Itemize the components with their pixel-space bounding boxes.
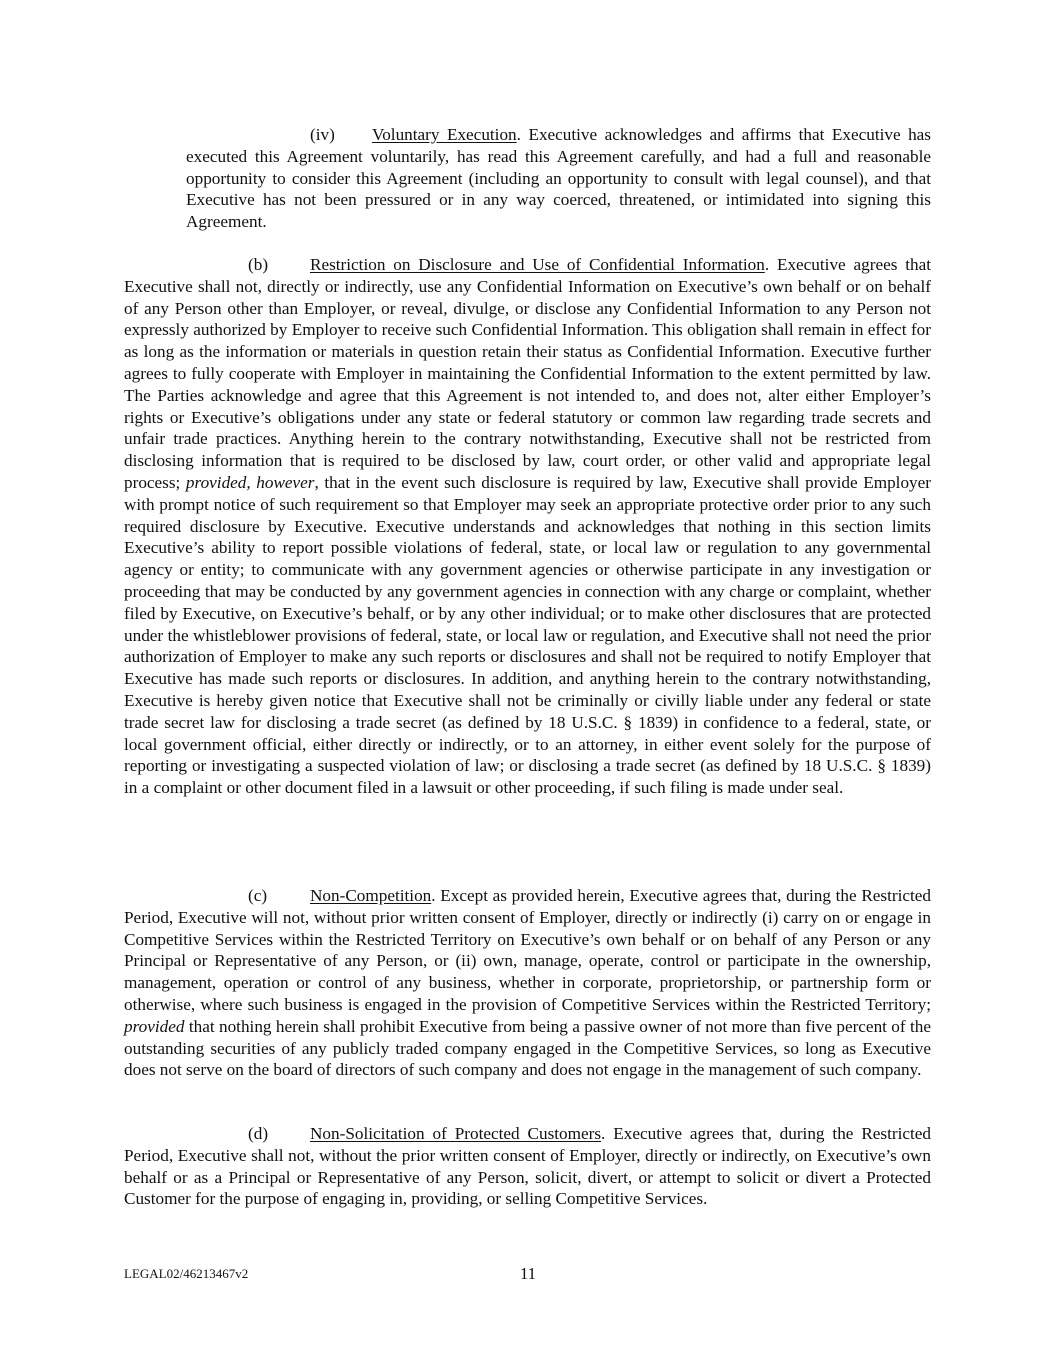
section-iv-text: . Executive acknowledges and affirms that Executive has executed this Agreement voluntarily, has read this Agreement carefully, and had a full and reasonable opportunity to consider this Agreement (including an opportunity to consult with legal counsel), and that Executive has not been pressured or in any way coerced, threatened, or intimidated into signing this Agreement. bbox=[186, 125, 931, 232]
section-b-heading: Restriction on Disclosure and Use of Confidential Information bbox=[310, 255, 765, 274]
footer-doc-id: LEGAL02/46213467v2 bbox=[124, 1266, 249, 1281]
section-d-text: . Executive agrees that, during the Restricted Period, Executive shall not, without the prior written consent of Employer, directly or indirectly, on Executive’s own behalf or as a Principal or Representative of any Person, solicit, divert, or attempt to solicit or divert a Protected Customer for the purpose of engaging in, providing, or selling Competitive Services. bbox=[124, 1124, 932, 1209]
section-c-text-2: that nothing herein shall prohibit Executive from being a passive owner of not more than five percent of the outstanding securities of any publicly traded company engaged in the Competitive Services, so long as Executive does not serve on the board of directors of such company and does not engage in the management of such company. bbox=[124, 1016, 931, 1080]
section-b-number: (b) bbox=[248, 255, 269, 274]
section-b-paragraph bbox=[124, 254, 931, 799]
section-iv-number: (iv) bbox=[310, 125, 335, 144]
section-c-number: (c) bbox=[248, 886, 268, 905]
section-c-italic: provided bbox=[124, 1016, 185, 1036]
page-number: 11 bbox=[519, 1264, 537, 1283]
section-d-paragraph bbox=[124, 1123, 931, 1210]
section-c-paragraph bbox=[124, 885, 931, 1081]
section-c-text-1: . Except as provided herein, Executive agrees that, during the Restricted Period, Executive will not, without prior written consent of Employer, directly or indirectly (i) carry on or engage in Competitive Services within the Restricted Territory on Executive’s own behalf or on behalf of any Person or any Principal or Representative of any Person, or (ii) own, manage, operate, control or participate in the ownership, management, operation or control of any business, whether in corporate, proprietorship, or partnership form or otherwise, where such business is engaged in the provision of Competitive Services within the Restricted Territory; bbox=[124, 886, 931, 1014]
section-iv-heading: Voluntary Execution bbox=[372, 125, 517, 144]
section-c-heading: Non-Competition bbox=[310, 886, 432, 905]
section-b-italic: provided, however bbox=[185, 472, 315, 492]
section-d-heading: Non-Solicitation of Protected Customers bbox=[310, 1124, 602, 1143]
section-b-text-2: , that in the event such disclosure is required by law, Executive shall provide Employer with prompt notice of such requirement so that Employer may seek an appropriate protective order prior to any such required disclosure by Executive. Executive understands and acknowledges that nothing in this section limits Executive’s ability to report possible violations of federal, state, or local law or regulation to any governmental agency or entity; to communicate with any government agencies or otherwise participate in any investigation or proceeding that may be conducted by any government agencies in connection with any charge or complaint, whether filed by Executive, on Executive’s behalf, or by any other individual; or to make other disclosures that are protected under the whistleblower provisions of federal, state, or local law or regulation, and Executive shall not need the prior authorization of Employer to make any such reports or disclosures and shall not be required to notify Employer that Executive has made such reports or disclosures. In addition, and anything herein to the contrary notwithstanding, Executive is hereby given notice that Executive shall not be criminally or civilly liable under any federal or state trade secret law for disclosing a trade secret (as defined by 18 U.S.C. § 1839) in confidence to a federal, state, or local government official, either directly or indirectly, or to an attorney, in either event solely for the purpose of reporting or investigating a suspected violation of law; or disclosing a trade secret (as defined by 18 U.S.C. § 1839) in a complaint or other document filed in a lawsuit or other proceeding, if such filing is made under seal. bbox=[124, 472, 932, 798]
section-iv-paragraph bbox=[186, 124, 931, 233]
section-b-text-1: . Executive agrees that Executive shall not, directly or indirectly, use any Confidential Information on Executive’s own behalf or on behalf of any Person other than Employer, or reveal, divulge, or disclose any Confidential Information to any Person not expressly authorized by Employer to receive such Confidential Information. This obligation shall remain in effect for as long as the information or materials in question retain their status as Confidential Information. Executive further agrees to fully cooperate with Employer in maintaining the Confidential Information to the extent permitted by law. The Parties acknowledge and agree that this Agreement is not intended to, and does not, alter either Employer’s rights or Executive’s obligations under any state or federal statutory or common law regarding trade secrets and unfair trade practices. Anything herein to the contrary notwithstanding, Executive shall not be restricted from disclosing information that is required to be disclosed by law, court order, or other valid and appropriate legal process; bbox=[124, 255, 932, 492]
section-d-number: (d) bbox=[248, 1124, 269, 1143]
